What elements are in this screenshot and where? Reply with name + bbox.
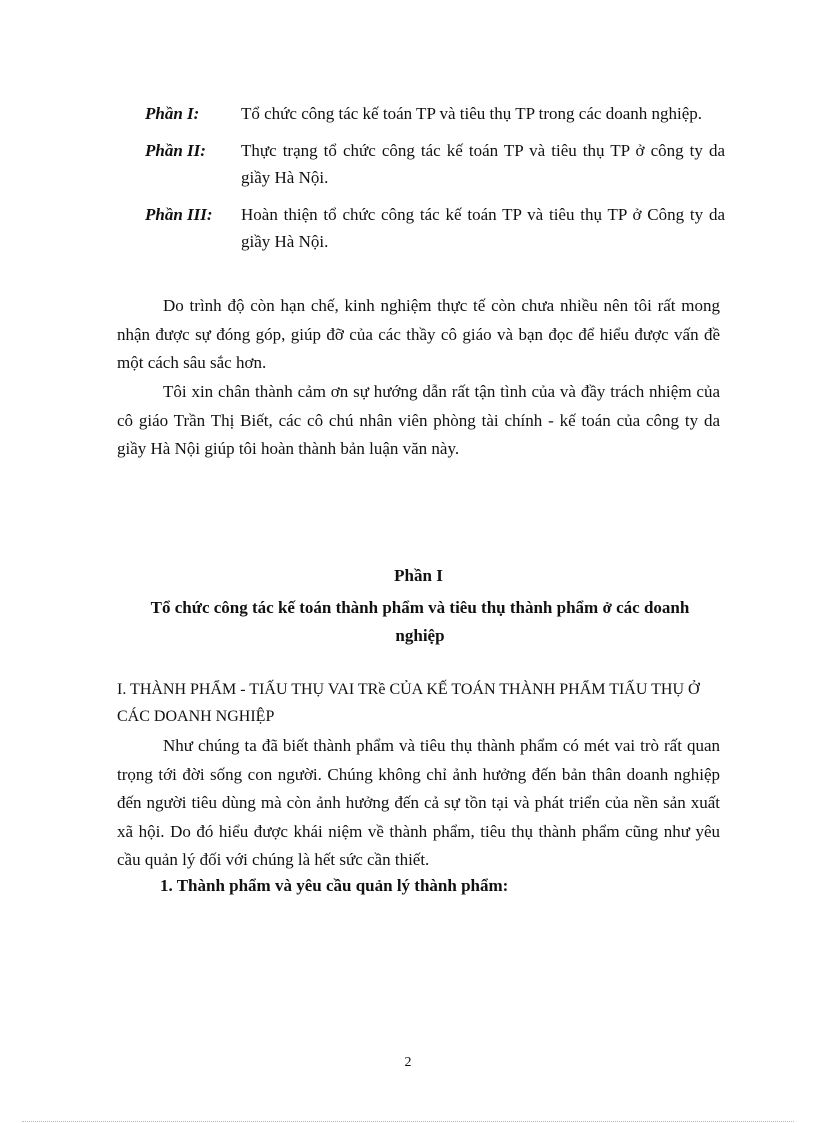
page-number: 2 [404,1055,412,1070]
part-label: Phần II: [145,141,206,160]
parts-list [145,100,725,265]
part-item [145,201,725,255]
part-text: Thực trạng tổ chức công tác kế toán TP và tiêu thụ TP ở công ty da giầy Hà Nội. [241,141,725,187]
paragraph-acknowledgement: Tôi xin chân thành cảm ơn sự hướng dẫn rất tận tình của và đầy trách nhiệm của cô giáo Trần Thị Biết, các cô chú nhân viên phòng tài chính - kế toán của công ty da giầy Hà Nội giúp tôi hoàn thành bản luận văn này. [117,382,720,458]
part-label: Phần III: [145,205,213,224]
chapter-title: Phần I [394,566,443,585]
paragraph-limitations: Do trình độ còn hạn chế, kinh nghiệm thực tế còn chưa nhiều nên tôi rất mong nhận được sự đóng góp, giúp đỡ của các thầy cô giáo và bạn đọc để hiểu được vấn đề một cách sâu sắc hơn. [117,296,720,372]
part-text: Hoàn thiện tổ chức công tác kế toán TP và tiêu thụ TP ở Công ty da giầy Hà Nội. [241,205,725,251]
subsection-heading: 1. Thành phẩm và yêu cầu quản lý thành phẩm: [160,876,509,895]
part-item [145,137,725,191]
section-heading: I. THÀNH PHẨM - TIẤU THỤ VAI TRề CỦA KẾ TOÁN THÀNH PHẨM TIẤU THỤ Ở CÁC DOANH NGHIỆP [117,681,700,725]
chapter-subtitle: Tổ chức công tác kế toán thành phẩm và tiêu thụ thành phẩm ở các doanh nghiệp [150,598,690,645]
part-text: Tổ chức công tác kế toán TP và tiêu thụ TP trong các doanh nghiệp. [241,104,703,123]
paragraph-intro: Như chúng ta đã biết thành phẩm và tiêu thụ thành phẩm có mét vai trò rất quan trọng tới đời sống con người. Chúng không chỉ ảnh hưởng đến bản thân doanh nghiệp đến người tiêu dùng mà còn ảnh hưởng đến cả sự tồn tại và phát triển của nền sản xuất xã hội. Do đó hiểu được khái niệm về thành phẩm, tiêu thụ thành phẩm cũng như yêu cầu quản lý đối với chúng là hết sức cần thiết. [117,736,720,869]
part-item [145,100,725,127]
part-label: Phần I: [145,104,200,123]
page-bottom-divider [22,1121,794,1122]
